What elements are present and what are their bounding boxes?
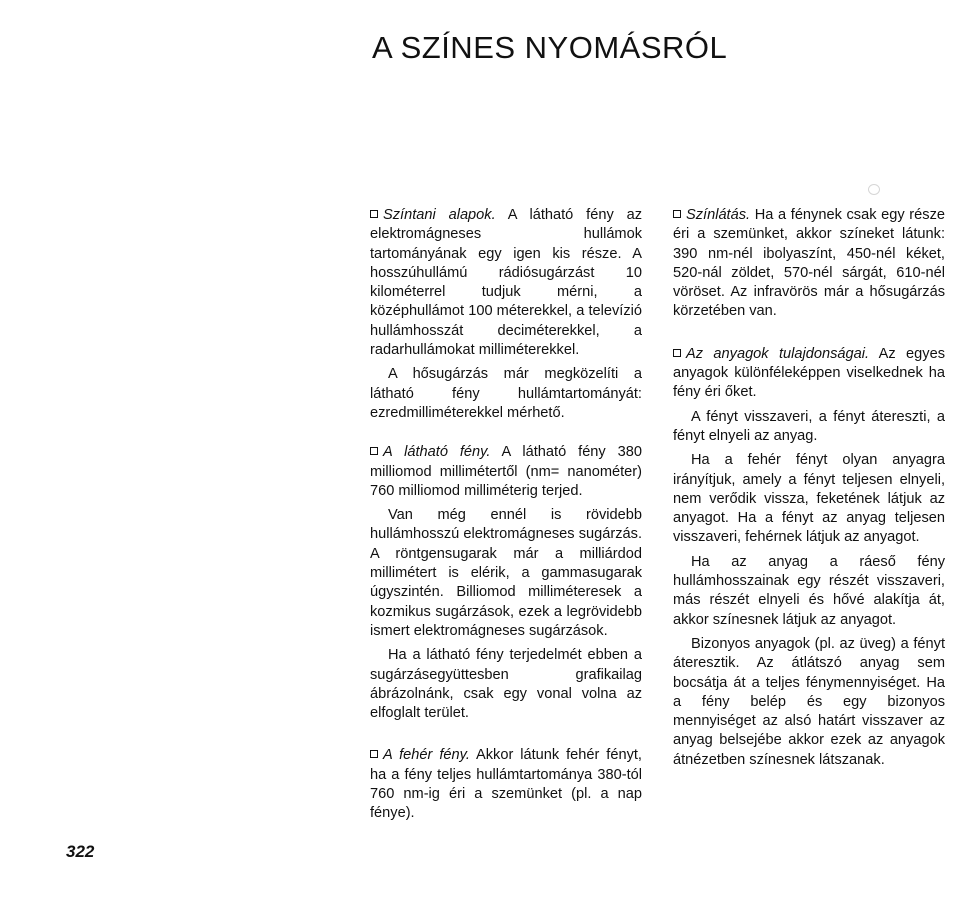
section-gap: [673, 327, 945, 345]
paragraph-text: A látható fény az elektromágneses hullámok tartományának egy igen kis része. A hosszúhullámú rádiósugárzást 10 kilométerrel tudjuk mérni, a középhullámot 100 méterekkel, a televízió hullámhosszát deciméterekkel, a radarhullámokat milliméterekkel.: [370, 207, 642, 359]
paragraph: A hősugárzás már megközelíti a látható fény hullámtartományát: ezredmilliméterekkel mérhető.: [370, 366, 642, 421]
section-heading: A látható fény.: [383, 444, 491, 461]
section-szinlatas: [673, 206, 945, 322]
section-heading: A fehér fény.: [383, 747, 470, 764]
section-feher-feny: [370, 746, 642, 823]
section-szintani-alapok: [370, 206, 642, 423]
section-anyagok-tulajdonsagai: [673, 345, 945, 770]
left-column: [370, 206, 642, 829]
page-title: A SZÍNES NYOMÁSRÓL: [372, 30, 728, 65]
section-gap: [370, 428, 642, 443]
section-heading: Színlátás.: [686, 207, 751, 223]
page-number: 322: [66, 842, 95, 861]
paragraph: [673, 345, 945, 403]
paragraph: A fényt visszaveri, a fényt átereszti, a fényt elnyeli az anyag.: [673, 408, 945, 444]
right-column: [673, 206, 945, 775]
paragraph: Van még ennél is rövidebb hullámhosszú elektromágneses sugárzás. A röntgensugarak már a milliárdod millimétert is elérik, a gammasugarak úgyszintén. Billiomod milliméteresek a kozmikus sugárzások, ezek a legrövidebb ismert elektromágneses sugárzások.: [370, 507, 642, 639]
hollow-square-icon: [370, 750, 378, 758]
paragraph: Ha a látható fény terjedelmét ebben a sugárzásegyüttesben grafikailag ábrázolnánk, csak egy vonal volna az elfoglalt terület.: [370, 647, 642, 722]
paragraph: [370, 443, 642, 501]
paragraph: Ha a fehér fényt olyan anyagra irányítjuk, amely a fényt teljesen elnyeli, nem verődik vissza, feketének látjuk az anyagot. Ha a fényt az anyag teljesen visszaveri, fehérnek látjuk az anyagot.: [673, 452, 945, 546]
section-heading: Színtani alapok.: [383, 207, 496, 223]
paragraph-text: Ha a fénynek csak egy része éri a szemünket, akkor színeket látunk: 390 nm-nél ibolyaszínt, 450-nél kéket, 520-nál zöldet, 570-nél sárgát, 610-nél vöröset. Az infravörös már a hősugárzás körzetében van.: [673, 207, 945, 320]
paper-stain: [868, 184, 880, 195]
section-heading: Az anyagok tulajdonságai.: [686, 345, 870, 362]
hollow-square-icon: [370, 447, 378, 455]
paragraph: [370, 206, 642, 360]
hollow-square-icon: [370, 210, 378, 218]
paragraph-text: Akkor látunk fehér fényt, ha a fény teljes hullámtartománya 380-tól 760 nm-ig éri a szemünket (pl. a nap fénye).: [370, 747, 642, 822]
paragraph: [370, 746, 642, 823]
paragraph-text: Az egyes anyagok különféleképpen viselkednek ha fény éri őket.: [673, 345, 945, 401]
hollow-square-icon: [673, 210, 681, 218]
section-lathato-feny: [370, 443, 642, 723]
paragraph: Ha az anyag a ráeső fény hullámhosszainak egy részét visszaveri, más részét elnyeli és hővé alakítja át, akkor színesnek látjuk az anyagot.: [673, 553, 945, 628]
section-gap: [370, 728, 642, 746]
paragraph-text: A látható fény 380 milliomod millimétertől (nm= nanométer) 760 milliomod milliméterig terjed.: [370, 444, 642, 499]
paragraph: [673, 206, 945, 322]
hollow-square-icon: [673, 349, 681, 357]
paragraph: Bizonyos anyagok (pl. az üveg) a fényt áteresztik. Az átlátszó anyag sem bocsátja át a teljes fénymennyiséget. Ha a fény belép és egy bizonyos mennyiséget az alsó határt visszaver az anyag belsejébe akkor ezek az anyagok átnézetben színesnek látszanak.: [673, 635, 945, 768]
